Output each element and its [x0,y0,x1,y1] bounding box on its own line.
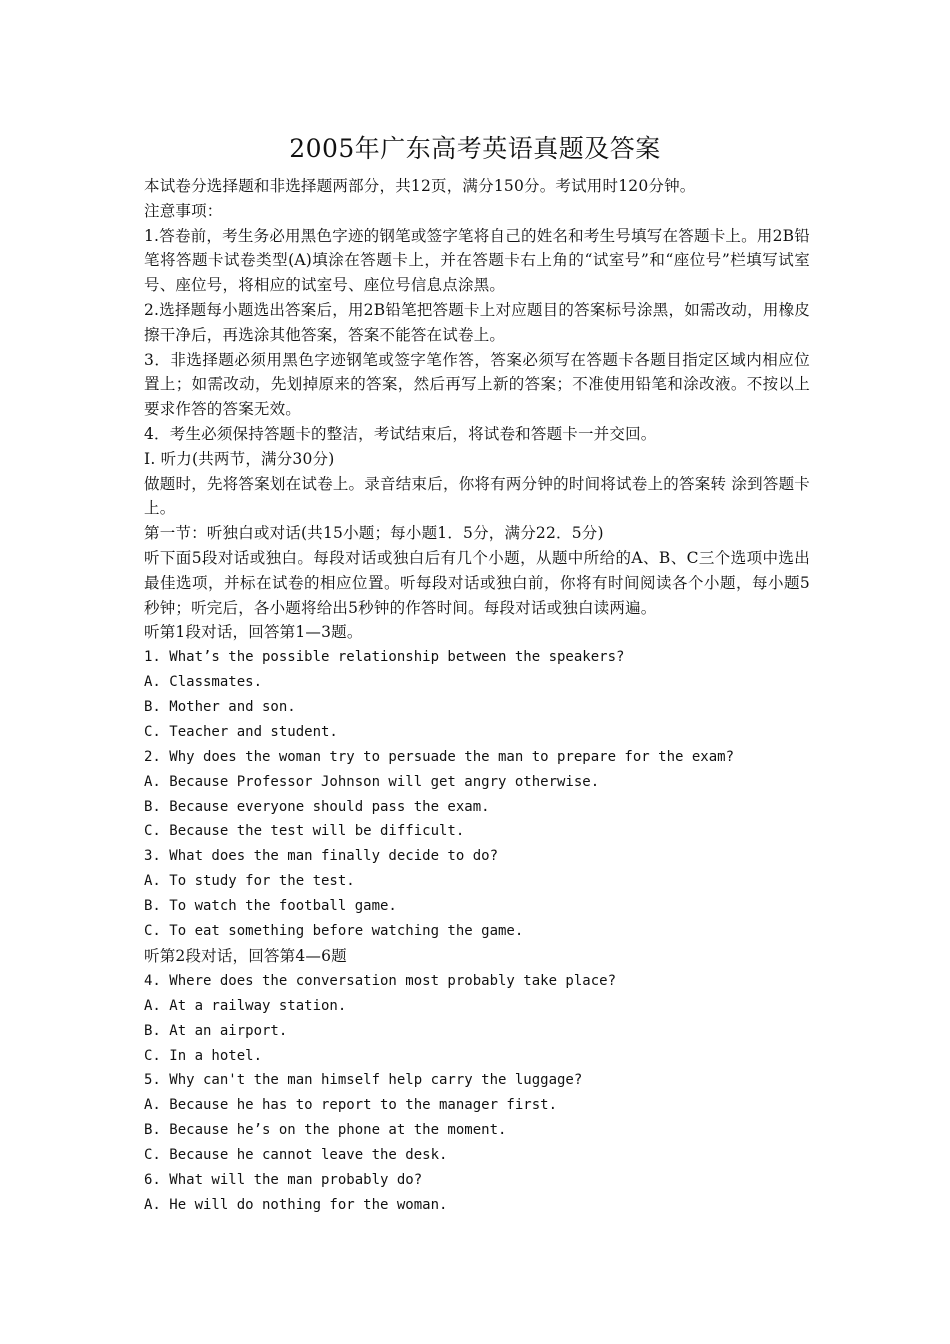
question-line: C. Because he cannot leave the desk. [144,1147,448,1164]
question-line: B. Mother and son. [144,698,296,715]
question-line: C. Because the test will be difficult. [144,823,465,840]
question-line: 1. What’s the possible relationship between the speakers? [144,649,625,666]
question-line: B. Because everyone should pass the exam. [144,798,490,815]
question-line: A. He will do nothing for the woman. [144,1196,448,1213]
paragraph: 本试卷分选择题和非选择题两部分，共12页，满分150分。考试用时120分钟。 [144,177,696,195]
question-line: C. In a hotel. [144,1047,263,1064]
paragraph: 听下面5段对话或独白。每段对话或独白后有几个小题，从题中所给的A、B、C三个选项中选出最佳选项，并标在试卷的相应位置。听每段对话或独白前，你将有时间阅读各个小题，每小题5秒钟；听完后，各小题将给出5秒钟的作答时间。每段对话或独白读两遍。 [144,548,810,617]
question-line: A. At a railway station. [144,997,347,1014]
paragraph: 2.选择题每小题选出答案后，用2B铅笔把答题卡上对应题目的答案标号涂黑，如需改动，用橡皮擦干净后，再选涂其他答案，答案不能答在试卷上。 [144,300,810,344]
paragraph: 4．考生必须保持答题卡的整洁，考试结束后，将试卷和答题卡一并交回。 [144,424,657,443]
question-line: C. To eat something before watching the game. [144,923,524,940]
question-line: 2. Why does the woman try to persuade the man to prepare for the exam? [144,748,735,765]
question-line: 6. What will the man probably do? [144,1172,423,1189]
question-line: A. Because he has to report to the manager first. [144,1097,558,1114]
paragraph: 做题时，先将答案划在试卷上。录音结束后，你将有两分钟的时间将试卷上的答案转 涂到答题卡上。 [144,474,810,518]
question-line: A. Because Professor Johnson will get angry otherwise. [144,773,600,790]
paragraph: 听第2段对话，回答第4—6题 [144,947,347,966]
paragraph: 3．非选择题必须用黑色字迹钢笔或签字笔作答，答案必须写在答题卡各题目指定区域内相应位置上；如需改动，先划掉原来的答案，然后再写上新的答案；不准使用铅笔和涂改液。不按以上要求作答的答案无效。 [144,350,810,419]
paragraph: 听第1段对话，回答第1—3题。 [144,623,363,642]
question-line: 5. Why can't the man himself help carry the luggage? [144,1072,583,1089]
question-line: B. To watch the football game. [144,898,397,915]
question-line: 4. Where does the conversation most probably take place? [144,972,617,989]
question-line: B. At an airport. [144,1022,288,1039]
paragraph: I. 听力(共两节，满分30分) [144,449,335,468]
document-title: 2005年广东高考英语真题及答案 [289,134,661,163]
document-body [144,174,810,1218]
paragraph: 注意事项： [144,201,223,220]
question-line: A. To study for the test. [144,873,355,890]
question-line: A. Classmates. [144,674,263,691]
paragraph: 1.答卷前，考生务必用黑色字迹的钢笔或签字笔将自己的姓名和考生号填写在答题卡上。用2B铅笔将答题卡试卷类型(A)填涂在答题卡上，并在答题卡右上角的“试室号”和“座位号”栏填写试室号、座位号，将相应的试室号、座位号信息点涂黑。 [144,226,810,295]
paragraph: 第一节：听独白或对话(共15小题；每小题1．5分，满分22．5分) [144,524,604,543]
question-line: 3. What does the man finally decide to do? [144,848,499,865]
question-line: C. Teacher and student. [144,723,338,740]
question-line: B. Because he’s on the phone at the moment. [144,1122,507,1139]
